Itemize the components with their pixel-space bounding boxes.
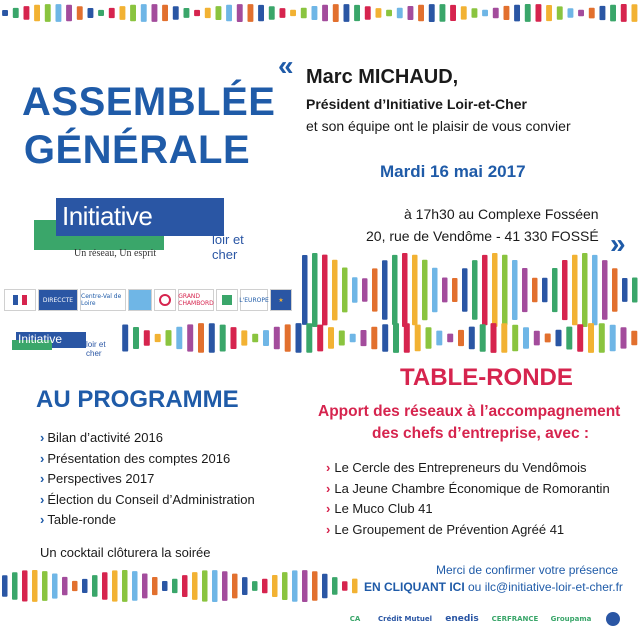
decorative-bar — [102, 572, 108, 600]
decorative-bar — [542, 278, 548, 303]
decorative-bar — [152, 577, 158, 595]
decorative-bar — [166, 330, 172, 346]
decorative-bar — [237, 4, 243, 22]
title-line-1: ASSEMBLÉE — [22, 80, 276, 124]
decorative-bar — [92, 575, 98, 597]
decorative-bar — [502, 255, 508, 325]
cerfrance-label: CERFRANCE — [491, 615, 539, 623]
decorative-bar — [52, 574, 58, 599]
decorative-bar — [512, 325, 518, 352]
decorative-bar — [82, 579, 88, 593]
decorative-bar — [34, 5, 40, 21]
grand-chambord-label: GRAND CHAMBORD — [178, 293, 214, 307]
programme-item-label: Présentation des comptes 2016 — [47, 450, 231, 466]
bars-svg — [120, 318, 640, 358]
decorative-bar — [252, 334, 258, 342]
decorative-bar — [317, 325, 323, 352]
event-date: Mardi 16 mai 2017 — [380, 162, 526, 181]
round-table-item-label: Le Muco Club 41 — [334, 501, 433, 516]
initiative-logo-small — [12, 330, 122, 358]
decorative-bar — [386, 10, 392, 16]
decorative-bar — [546, 5, 552, 21]
decorative-bar — [522, 268, 528, 312]
decorative-bar — [393, 323, 399, 353]
enedis-logo — [442, 608, 482, 630]
decorative-bar — [361, 330, 367, 346]
decorative-bar — [142, 574, 148, 599]
decorative-bar — [602, 260, 608, 320]
decorative-bar — [568, 8, 574, 18]
decorative-bar — [155, 334, 161, 342]
quote-close-icon: » — [610, 228, 626, 259]
decorative-bar — [461, 6, 467, 19]
groupama-logo — [548, 608, 594, 630]
rsvp-email[interactable]: ou ilc@initiative-loir-et-cher.fr — [464, 580, 623, 594]
decorative-bar — [514, 5, 520, 22]
decorative-bar — [120, 6, 126, 20]
programme-title: AU PROGRAMME — [36, 386, 239, 413]
programme-item-label: Élection du Conseil d’Administration — [47, 491, 255, 507]
decorative-bar — [332, 577, 338, 595]
list-item — [40, 428, 255, 449]
decorative-bar — [458, 330, 464, 346]
decorative-bar — [56, 4, 62, 22]
decorative-bar — [415, 325, 421, 352]
decorative-bar — [66, 5, 72, 21]
europe-logo — [240, 289, 268, 311]
host-invitation: et son équipe ont le plaisir de vous convier — [306, 118, 571, 134]
decorative-bar — [216, 6, 222, 20]
credit-mutuel-logo — [376, 608, 434, 630]
decorative-bar — [333, 4, 339, 22]
decorative-bar — [436, 331, 442, 346]
decorative-bar — [122, 325, 128, 352]
decorative-bar — [447, 334, 453, 343]
decorative-bar — [344, 4, 350, 22]
decorative-bar — [566, 327, 572, 350]
logo-word: Initiative — [62, 201, 153, 231]
decorative-bar — [352, 277, 358, 302]
credit-agricole-logo — [344, 608, 366, 630]
decorative-bar — [72, 581, 78, 591]
decorative-bar — [280, 8, 286, 18]
rsvp-link[interactable]: EN CLIQUANT ICI — [364, 580, 465, 594]
programme-list — [40, 428, 255, 531]
bars-svg — [0, 0, 640, 26]
loir-et-cher-logo — [128, 289, 152, 311]
groupama-label: Groupama — [550, 615, 592, 623]
decorative-bar — [263, 330, 269, 346]
decorative-bar — [480, 324, 486, 351]
decorative-bar — [492, 253, 498, 327]
decorative-bar — [469, 327, 475, 350]
decorative-bar — [525, 4, 531, 22]
decorative-bar — [205, 8, 211, 18]
decorative-bar — [272, 575, 278, 597]
decorative-bar — [532, 278, 538, 302]
decorative-bar — [220, 325, 226, 352]
decorative-bar — [22, 570, 28, 601]
decorative-bar — [252, 581, 258, 591]
event-title — [22, 78, 276, 174]
decorative-bar — [404, 323, 410, 353]
decorative-bar — [173, 6, 179, 20]
decorative-bar — [632, 278, 638, 303]
decorative-bar — [408, 6, 414, 20]
decorative-bar — [209, 323, 215, 353]
decorative-bar — [631, 331, 637, 346]
decorative-bar — [45, 4, 51, 22]
decorative-bar — [589, 8, 595, 19]
decorative-bar — [501, 323, 507, 353]
decorative-bar — [98, 10, 104, 16]
programme-item-label: Perspectives 2017 — [47, 471, 155, 486]
decorative-bar — [450, 5, 456, 21]
decorative-bar — [523, 327, 529, 349]
decorative-bar — [269, 6, 275, 19]
chevron-right-icon: › — [40, 512, 45, 527]
decorative-bar — [592, 255, 598, 325]
round-table-item-label: Le Cercle des Entrepreneurs du Vendômois — [334, 460, 587, 475]
direccte-logo — [38, 289, 78, 311]
decorative-bar — [306, 323, 312, 353]
decorative-bar — [382, 324, 388, 351]
decorative-bar — [599, 323, 605, 353]
decorative-bar — [371, 327, 377, 350]
decorative-bar — [440, 4, 446, 22]
decorative-bar — [352, 579, 358, 594]
bars-svg — [0, 566, 360, 606]
direccte-label: DIRECCTE — [42, 296, 74, 304]
chevron-right-icon: › — [326, 460, 331, 475]
decorative-bar — [412, 255, 418, 326]
decorative-bar — [493, 8, 499, 19]
list-item — [40, 469, 255, 490]
rsvp-line-1: Merci de confirmer votre présence — [436, 563, 619, 577]
credit-agricole-label: CA — [349, 615, 361, 623]
programme-item-label: Table-ronde — [47, 512, 116, 527]
decorative-bar — [376, 8, 382, 18]
decorative-bar — [600, 6, 606, 20]
decorative-bar — [192, 572, 198, 600]
list-item — [326, 520, 610, 541]
decorative-bar — [24, 6, 30, 20]
decorative-bar — [491, 323, 497, 353]
decorative-bar — [187, 324, 193, 351]
decorative-bar — [172, 579, 178, 593]
credit-mutuel-label: Crédit Mutuel — [378, 615, 432, 623]
decorative-bar — [282, 572, 288, 600]
list-item — [326, 479, 610, 500]
chevron-right-icon: › — [326, 521, 331, 537]
decorative-bar — [556, 330, 562, 346]
programme-item-label: Bilan d’activité 2016 — [47, 430, 163, 445]
decorative-bar — [88, 8, 94, 18]
chevron-right-icon: › — [40, 430, 45, 445]
decorative-bar — [621, 327, 627, 348]
decorative-bar — [2, 10, 8, 16]
cocktail-note: Un cocktail clôturera la soirée — [40, 545, 211, 560]
list-item — [326, 458, 610, 479]
list-item — [40, 449, 255, 470]
small-logo-sub: loir et cher — [86, 340, 106, 358]
top-bars-decoration — [0, 0, 640, 26]
decorative-bar — [312, 253, 318, 327]
decorative-bar — [285, 324, 291, 351]
decorative-bar — [442, 278, 448, 303]
decorative-bar — [382, 260, 388, 319]
decorative-bar — [418, 5, 424, 22]
decorative-bar — [462, 268, 468, 312]
decorative-bar — [588, 323, 594, 353]
bottom-bars-decoration — [0, 566, 360, 606]
decorative-bar — [397, 8, 403, 18]
middle-bars-decoration-2 — [120, 318, 640, 358]
chevron-right-icon: › — [40, 450, 45, 466]
decorative-bar — [182, 575, 188, 597]
decorative-bar — [232, 574, 238, 599]
list-item — [40, 490, 255, 511]
sponsor-logos-strip — [338, 606, 638, 634]
decorative-bar — [122, 570, 128, 602]
decorative-bar — [290, 10, 296, 16]
decorative-bar — [152, 4, 158, 22]
chevron-right-icon: › — [40, 471, 45, 486]
decorative-bar — [194, 10, 200, 16]
decorative-bar — [322, 5, 328, 22]
decorative-bar — [133, 327, 139, 349]
decorative-bar — [241, 330, 247, 345]
grand-chambord-logo — [178, 289, 214, 311]
decorative-bar — [32, 570, 38, 602]
decorative-bar — [472, 260, 478, 320]
decorative-bar — [612, 268, 618, 312]
decorative-bar — [109, 8, 115, 18]
round-table-item-label: Le Groupement de Prévention Agréé 41 — [334, 521, 565, 537]
decorative-bar — [365, 6, 371, 19]
decorative-bar — [162, 581, 168, 591]
decorative-bar — [198, 323, 204, 353]
decorative-bar — [362, 278, 368, 302]
decorative-bar — [62, 577, 68, 595]
round-table-subtitle-2: des chefs d’entreprise, avec : — [372, 425, 590, 442]
decorative-bar — [322, 574, 328, 599]
decorative-bar — [552, 268, 558, 312]
cerfrance-logo — [490, 608, 540, 630]
title-line-2: GÉNÉRALE — [23, 128, 251, 172]
logo-sub: loir et cher — [212, 232, 244, 262]
event-time-place: à 17h30 au Complexe Fosséen — [404, 206, 599, 222]
round-table-title: TABLE-RONDE — [400, 364, 573, 391]
decorative-bar — [512, 260, 518, 320]
decorative-bar — [429, 4, 435, 22]
decorative-bar — [77, 6, 83, 20]
decorative-bar — [42, 571, 48, 601]
decorative-bar — [482, 255, 488, 325]
decorative-bar — [296, 323, 302, 353]
chevron-right-icon: › — [40, 491, 45, 507]
decorative-bar — [301, 8, 307, 18]
decorative-bar — [274, 327, 280, 350]
decorative-bar — [622, 278, 628, 302]
decorative-bar — [144, 330, 150, 345]
cma-logo — [154, 289, 176, 311]
decorative-bar — [262, 579, 268, 594]
decorative-bar — [350, 334, 356, 343]
decorative-bar — [162, 5, 168, 21]
round-table-item-label: La Jeune Chambre Économique de Romorantin — [334, 480, 610, 496]
decorative-bar — [12, 572, 18, 600]
decorative-bar — [132, 571, 138, 601]
decorative-bar — [112, 570, 118, 601]
chambre-metiers-logo — [600, 608, 626, 630]
logo-tagline: Un réseau, Un esprit — [74, 248, 157, 259]
decorative-bar — [621, 4, 627, 22]
decorative-bar — [302, 570, 308, 602]
decorative-bar — [482, 10, 488, 17]
decorative-bar — [332, 260, 338, 321]
decorative-bar — [577, 324, 583, 352]
decorative-bar — [13, 8, 19, 18]
decorative-bar — [292, 570, 298, 601]
chevron-right-icon: › — [326, 501, 331, 516]
decorative-bar — [632, 4, 638, 22]
decorative-bar — [392, 255, 398, 325]
decorative-bar — [322, 255, 328, 326]
list-item — [326, 499, 610, 520]
decorative-bar — [536, 4, 542, 22]
small-logo-word: Initiative — [18, 332, 63, 346]
europe-label: L'EUROPE — [239, 296, 269, 304]
quote-open-icon: « — [278, 50, 294, 81]
decorative-bar — [342, 581, 348, 591]
decorative-bar — [610, 325, 616, 352]
round-table-list — [326, 458, 610, 540]
decorative-bar — [202, 570, 208, 601]
decorative-bar — [582, 253, 588, 327]
chevron-right-icon: › — [326, 480, 331, 496]
decorative-bar — [472, 8, 478, 18]
decorative-bar — [572, 255, 578, 325]
event-address: 20, rue de Vendôme - 41 330 FOSSÉ — [366, 228, 599, 244]
decorative-bar — [226, 5, 232, 22]
decorative-bar — [312, 571, 318, 601]
decorative-bar — [504, 6, 510, 20]
decorative-bar — [130, 5, 136, 22]
decorative-bar — [222, 571, 228, 601]
decorative-bar — [426, 327, 432, 349]
decorative-bar — [402, 253, 408, 327]
decorative-bar — [545, 334, 551, 343]
agglopolys-logo — [216, 289, 238, 311]
decorative-bar — [176, 327, 182, 349]
centre-label: Centre-Val de Loire — [81, 293, 122, 307]
decorative-bar — [248, 4, 254, 22]
decorative-bar — [231, 327, 237, 349]
decorative-bar — [312, 6, 318, 20]
decorative-bar — [2, 575, 8, 597]
host-name: Marc MICHAUD, — [306, 66, 459, 88]
decorative-bar — [141, 4, 147, 22]
decorative-bar — [562, 260, 568, 320]
decorative-bar — [212, 570, 218, 602]
host-role: Président d’Initiative Loir-et-Cher — [306, 96, 527, 112]
decorative-bar — [422, 260, 428, 320]
decorative-bar — [452, 278, 458, 302]
centre-val-de-loire-logo — [80, 289, 126, 311]
rsvp-line-2 — [364, 580, 623, 594]
decorative-bar — [557, 6, 563, 19]
decorative-bar — [342, 268, 348, 313]
partner-logos-strip — [4, 289, 304, 315]
decorative-bar — [354, 5, 360, 21]
eu-flag-logo: ★ — [270, 289, 292, 311]
decorative-bar — [242, 577, 248, 595]
republique-francaise-logo — [4, 289, 36, 311]
decorative-bar — [328, 327, 334, 349]
enedis-label: enedis — [445, 614, 479, 624]
decorative-bar — [339, 331, 345, 346]
decorative-bar — [184, 8, 190, 18]
decorative-bar — [578, 10, 584, 17]
decorative-bar — [432, 268, 438, 313]
decorative-bar — [610, 5, 616, 22]
round-table-subtitle-1: Apport des réseaux à l’accompagnement — [318, 403, 621, 420]
decorative-bar — [372, 268, 378, 311]
initiative-logo — [34, 198, 264, 262]
decorative-bar — [534, 331, 540, 346]
list-item — [40, 510, 255, 531]
decorative-bar — [258, 5, 264, 21]
